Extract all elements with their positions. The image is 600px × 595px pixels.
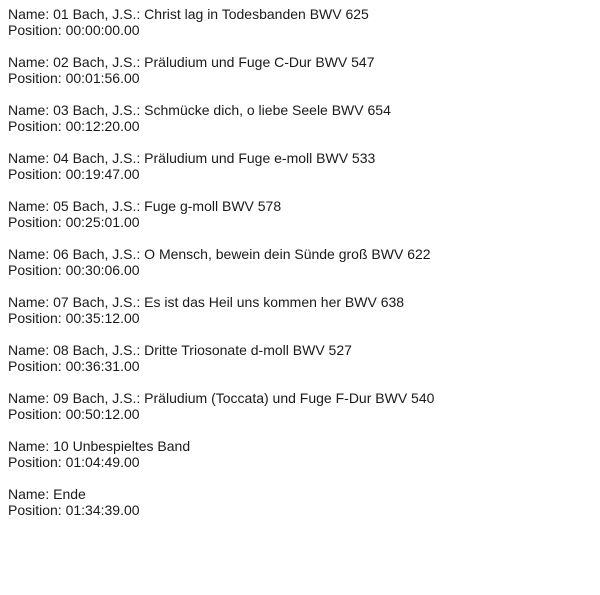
name-prefix: Name: bbox=[8, 486, 54, 502]
track-name-line bbox=[8, 6, 600, 22]
track-position-line bbox=[8, 262, 600, 278]
track-name-line bbox=[8, 390, 600, 406]
track-position: 00:00:00.00 bbox=[65, 22, 140, 38]
track-position: 00:36:31.00 bbox=[65, 358, 140, 374]
track-position-line bbox=[8, 214, 600, 230]
track-position: 01:34:39.00 bbox=[65, 502, 140, 518]
name-prefix: Name: bbox=[8, 342, 54, 358]
track-position: 00:01:56.00 bbox=[65, 70, 140, 86]
track-name-line bbox=[8, 246, 600, 262]
name-prefix: Name: bbox=[8, 390, 54, 406]
track-position: 00:12:20.00 bbox=[65, 118, 140, 134]
track-name: 10 Unbespieltes Band bbox=[53, 438, 191, 454]
track-position-line bbox=[8, 502, 600, 518]
track-name-line bbox=[8, 102, 600, 118]
track-name: 01 Bach, J.S.: Christ lag in Todesbanden BWV 625 bbox=[53, 6, 369, 22]
track-name-line bbox=[8, 294, 600, 310]
track-name-line bbox=[8, 198, 600, 214]
track-entry bbox=[8, 6, 600, 38]
name-prefix: Name: bbox=[8, 150, 54, 166]
name-prefix: Name: bbox=[8, 294, 54, 310]
track-position: 00:35:12.00 bbox=[65, 310, 140, 326]
track-entry bbox=[8, 390, 600, 422]
track-position-line bbox=[8, 22, 600, 38]
position-prefix: Position: bbox=[8, 454, 66, 470]
position-prefix: Position: bbox=[8, 262, 66, 278]
track-entry bbox=[8, 294, 600, 326]
track-name-line bbox=[8, 486, 600, 502]
track-position: 00:19:47.00 bbox=[65, 166, 140, 182]
track-entry bbox=[8, 198, 600, 230]
track-position-line bbox=[8, 358, 600, 374]
position-prefix: Position: bbox=[8, 166, 66, 182]
track-entry bbox=[8, 54, 600, 86]
position-prefix: Position: bbox=[8, 118, 66, 134]
name-prefix: Name: bbox=[8, 102, 54, 118]
track-position-line bbox=[8, 310, 600, 326]
track-entry bbox=[8, 486, 600, 518]
track-position-line bbox=[8, 70, 600, 86]
track-name-line bbox=[8, 342, 600, 358]
track-name-line bbox=[8, 54, 600, 70]
track-name: 09 Bach, J.S.: Präludium (Toccata) und Fuge F-Dur BWV 540 bbox=[53, 390, 435, 406]
track-name: 05 Bach, J.S.: Fuge g-moll BWV 578 bbox=[53, 198, 282, 214]
track-position-line bbox=[8, 166, 600, 182]
track-name: 02 Bach, J.S.: Präludium und Fuge C-Dur BWV 547 bbox=[53, 54, 375, 70]
track-position: 00:30:06.00 bbox=[65, 262, 140, 278]
track-entry bbox=[8, 150, 600, 182]
track-name: 07 Bach, J.S.: Es ist das Heil uns kommen her BWV 638 bbox=[53, 294, 405, 310]
track-position: 01:04:49.00 bbox=[65, 454, 140, 470]
track-position-line bbox=[8, 118, 600, 134]
track-name-line bbox=[8, 150, 600, 166]
track-name: 08 Bach, J.S.: Dritte Triosonate d-moll BWV 527 bbox=[53, 342, 352, 358]
position-prefix: Position: bbox=[8, 406, 66, 422]
name-prefix: Name: bbox=[8, 6, 54, 22]
name-prefix: Name: bbox=[8, 198, 54, 214]
position-prefix: Position: bbox=[8, 502, 66, 518]
position-prefix: Position: bbox=[8, 70, 66, 86]
position-prefix: Position: bbox=[8, 310, 66, 326]
position-prefix: Position: bbox=[8, 358, 66, 374]
position-prefix: Position: bbox=[8, 214, 66, 230]
track-name: 03 Bach, J.S.: Schmücke dich, o liebe Seele BWV 654 bbox=[53, 102, 391, 118]
track-position-line bbox=[8, 406, 600, 422]
track-entry bbox=[8, 342, 600, 374]
name-prefix: Name: bbox=[8, 54, 54, 70]
track-name: 04 Bach, J.S.: Präludium und Fuge e-moll BWV 533 bbox=[53, 150, 376, 166]
name-prefix: Name: bbox=[8, 438, 54, 454]
track-position: 00:25:01.00 bbox=[65, 214, 140, 230]
position-prefix: Position: bbox=[8, 22, 66, 38]
track-entry bbox=[8, 102, 600, 134]
track-name: Ende bbox=[53, 486, 86, 502]
track-name: 06 Bach, J.S.: O Mensch, bewein dein Sünde groß BWV 622 bbox=[53, 246, 431, 262]
track-position-line bbox=[8, 454, 600, 470]
track-name-line bbox=[8, 438, 600, 454]
track-entry bbox=[8, 246, 600, 278]
track-entry bbox=[8, 438, 600, 470]
track-position: 00:50:12.00 bbox=[65, 406, 140, 422]
name-prefix: Name: bbox=[8, 246, 54, 262]
